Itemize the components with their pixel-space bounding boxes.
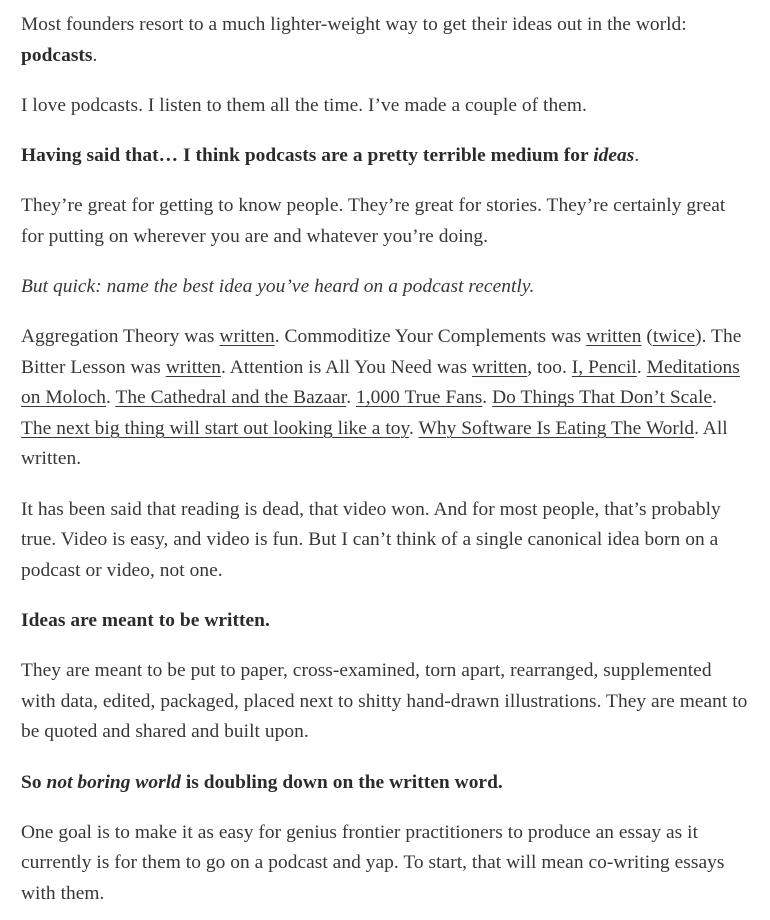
punctuation: .	[634, 145, 640, 167]
paragraph-one-goal: One goal is to make it as easy for genius frontier practitioners to produce an essay as it currently is for them to go on a podcast and yap. To start, that will mean co-writing essays with them.	[21, 821, 725, 904]
link-cathedral-and-bazaar[interactable]: The Cathedral and the Bazaar	[115, 387, 347, 409]
text-segment: .	[409, 417, 419, 439]
emphasis-podcasts: podcasts	[21, 44, 93, 66]
bold-italic-publication-name: not boring world	[46, 771, 181, 793]
text-segment: .	[106, 387, 116, 409]
paragraph-great-for: They’re great for getting to know people. They’re great for stories. They’re certainly great for putting on wherever you are and whatever you’re doing.	[21, 195, 726, 247]
link-meditations-on-moloch[interactable]: Meditations on Moloch	[21, 356, 740, 409]
text-segment: . Commoditize Your Complements was	[274, 326, 587, 348]
text-segment: , too.	[527, 356, 572, 378]
link-bitter-lesson[interactable]: written	[165, 356, 221, 378]
bold-text: is doubling down on the written word.	[180, 771, 503, 793]
paragraph-love-podcasts: I love podcasts. I listen to them all the time. I’ve made a couple of them.	[21, 94, 587, 116]
paragraph-podcasts-intro	[21, 10, 750, 71]
paragraph-meant-to-be: They are meant to be put to paper, cross-examined, torn apart, rearranged, supplemented with data, edited, packaged, placed next to shitty hand-drawn illustrations. They are meant to be quoted and shared and built upon.	[21, 660, 748, 743]
link-1000-true-fans[interactable]: 1,000 True Fans	[356, 387, 483, 409]
paragraph-quick-question	[21, 272, 750, 303]
link-twice[interactable]: twice	[652, 326, 696, 348]
paragraph-doubling-down	[21, 768, 750, 799]
link-aggregation-theory[interactable]: written	[219, 326, 275, 348]
paragraph-ideas-meant-written	[21, 606, 750, 637]
bold-statement	[21, 772, 503, 793]
italic-question: But quick: name the best idea you’ve heard on a podcast recently.	[21, 276, 535, 298]
bold-text: So	[21, 771, 47, 793]
paragraph-text: Most founders resort to a much lighter-weight way to get their ideas out in the world:	[21, 14, 687, 35]
paragraph-all-written	[21, 322, 750, 475]
text-segment: ). The Bitter Lesson was	[21, 326, 742, 378]
bold-statement: Ideas are meant to be written.	[21, 610, 270, 632]
text-segment: .	[482, 387, 493, 409]
link-do-things-that-dont-scale[interactable]: Do Things That Don’t Scale	[492, 387, 713, 409]
text-segment: Aggregation Theory was	[21, 326, 220, 348]
text-segment: .	[712, 387, 717, 409]
punctuation: .	[92, 44, 98, 66]
link-i-pencil[interactable]: I, Pencil	[571, 356, 637, 378]
bold-italic-ideas: ideas	[593, 145, 635, 167]
text-segment: . Attention is All You Need was	[220, 356, 472, 378]
link-attention-is-all-you-need[interactable]: written	[471, 356, 528, 378]
paragraph-reading-is-dead: It has been said that reading is dead, that video won. And for most people, that’s probably true. Video is easy, and video is fun. But I can’t think of a single canonical idea born on a podcast or video, not one.	[21, 498, 721, 581]
text-segment: .	[636, 356, 647, 378]
text-segment: (	[641, 326, 653, 348]
bold-statement	[21, 145, 634, 166]
text-segment: .	[346, 387, 357, 409]
link-next-big-thing-toy[interactable]: The next big thing will start out looking like a toy	[21, 417, 410, 439]
paragraph-terrible-medium	[21, 141, 750, 172]
text-segment: . All written.	[21, 417, 728, 470]
link-software-eating-world[interactable]: Why Software Is Eating The World	[418, 417, 695, 439]
bold-text: Having said that… I think podcasts are a pretty terrible medium for	[21, 145, 594, 167]
link-commoditize-complements[interactable]: written	[586, 326, 642, 348]
